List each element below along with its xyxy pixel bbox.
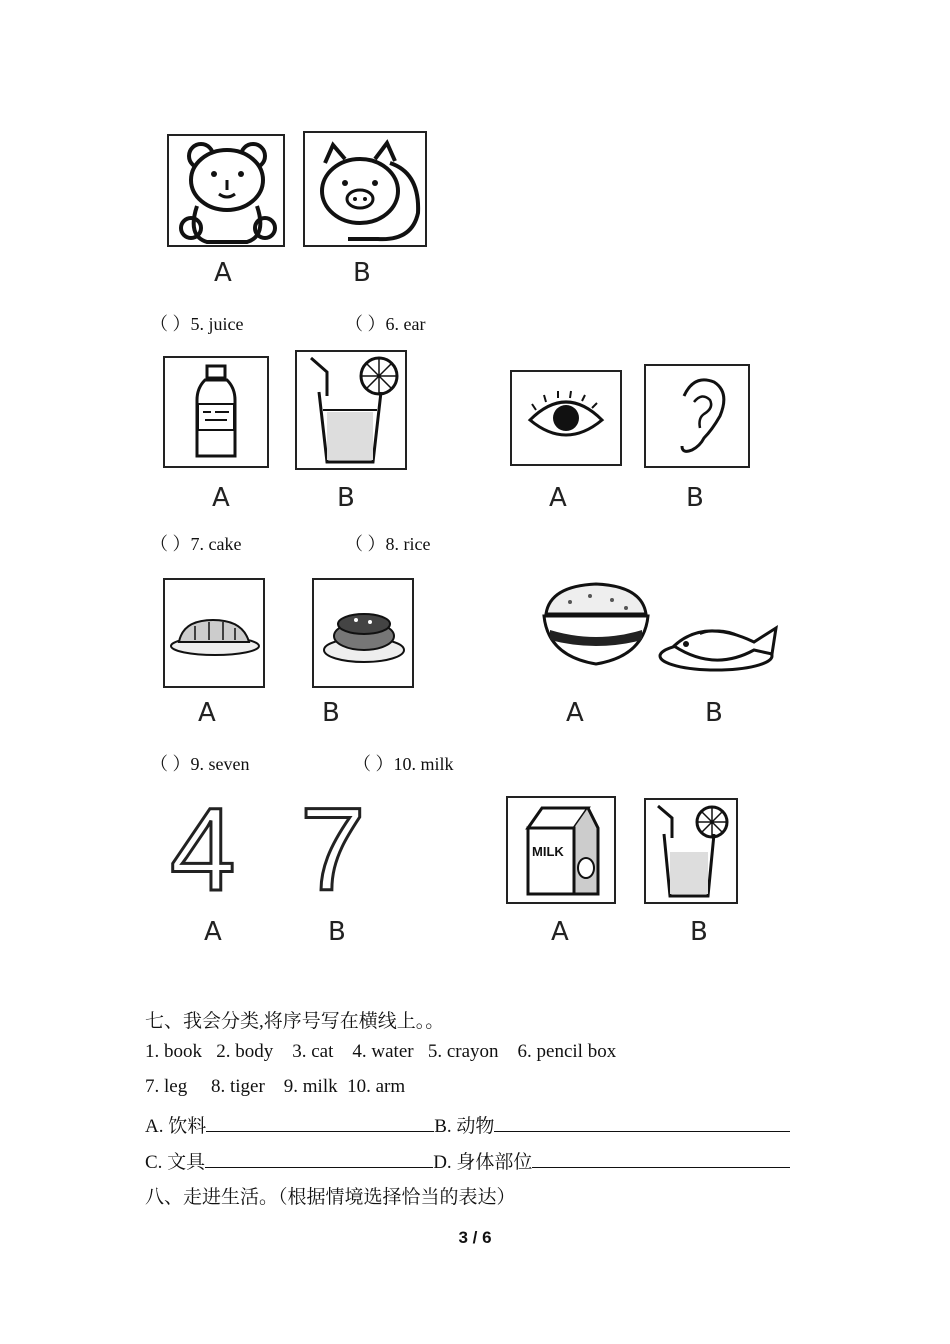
section-8-title: 八、走进生活。（根据情境选择恰当的表达） (145, 1187, 516, 1208)
label-a: A (212, 483, 230, 513)
water-bottle-icon (165, 358, 267, 466)
category-c-answer-line[interactable] (205, 1151, 433, 1168)
question-10 (353, 750, 454, 776)
question-5 (150, 310, 243, 336)
label-a: A (566, 698, 584, 728)
juice-glass-icon (297, 352, 405, 468)
answer-paren[interactable]: （ ） (345, 314, 386, 334)
milk-carton-picture (506, 796, 616, 904)
milk-carton-icon (508, 798, 614, 902)
question-6 (345, 310, 425, 336)
pig-icon (305, 133, 425, 245)
question-text: 5. juice (190, 314, 244, 334)
eye-picture (510, 370, 622, 466)
category-row-2 (145, 1147, 790, 1174)
label-a: A (204, 917, 222, 947)
section-7-title: 七、我会分类,将序号写在横线上。。 (145, 1011, 445, 1032)
number-seven: 7 (300, 798, 366, 898)
bear-icon (169, 136, 283, 245)
label-b: B (690, 917, 708, 947)
category-b-label: B. 动物 (434, 1116, 495, 1137)
question-text: 8. rice (385, 534, 431, 554)
pig-picture (303, 131, 427, 247)
word-list-line-2: 7. leg 8. tiger 9. milk 10. arm (145, 1076, 406, 1097)
cake-icon (314, 580, 412, 686)
label-b: B (705, 698, 723, 728)
question-text: 9. seven (190, 754, 250, 774)
carton-label: MILK (532, 844, 564, 859)
label-b: B (322, 698, 340, 728)
juice-glass-picture (295, 350, 407, 470)
category-d-label: D. 身体部位 (433, 1152, 533, 1173)
question-text: 7. cake (190, 534, 242, 554)
question-9 (150, 750, 249, 776)
bread-icon (165, 580, 263, 686)
category-b-answer-line[interactable] (494, 1115, 790, 1132)
answer-paren[interactable]: （ ） (150, 314, 191, 334)
answer-paren[interactable]: （ ） (353, 754, 394, 774)
label-b: B (328, 917, 346, 947)
ear-picture (644, 364, 750, 468)
rice-bowl-icon (540, 578, 650, 678)
number-four-picture (166, 798, 256, 898)
ear-icon (646, 366, 748, 466)
bear-picture (167, 134, 285, 247)
number-seven-picture (298, 798, 388, 898)
bread-picture (163, 578, 265, 688)
label-b: B (337, 483, 355, 513)
cake-picture (312, 578, 414, 688)
question-8 (345, 530, 430, 556)
label-a: A (214, 258, 232, 288)
rice-bowl-picture (540, 578, 650, 678)
category-d-answer-line[interactable] (532, 1151, 790, 1168)
fish-dish-picture (656, 612, 790, 676)
label-a: A (551, 917, 569, 947)
label-a: A (198, 698, 216, 728)
category-a-answer-line[interactable] (206, 1115, 434, 1132)
category-a-label: A. 饮料 (145, 1116, 207, 1137)
question-text: 6. ear (385, 314, 426, 334)
juice-glass-icon (646, 800, 736, 902)
page-number: 3 / 6 (458, 1228, 492, 1247)
water-bottle-picture (163, 356, 269, 468)
label-b: B (353, 258, 371, 288)
category-c-label: C. 文具 (145, 1152, 206, 1173)
word-list-line-1: 1. book 2. body 3. cat 4. water 5. crayon 6. pencil box (145, 1041, 617, 1062)
eye-icon (512, 372, 620, 464)
label-a: A (549, 483, 567, 513)
number-four: 4 (170, 798, 236, 898)
answer-paren[interactable]: （ ） (345, 534, 386, 554)
fish-dish-icon (656, 612, 790, 676)
label-b: B (686, 483, 704, 513)
answer-paren[interactable]: （ ） (150, 534, 191, 554)
juice-glass-picture (644, 798, 738, 904)
answer-paren[interactable]: （ ） (150, 754, 191, 774)
category-row-1 (145, 1111, 790, 1138)
question-text: 10. milk (393, 754, 454, 774)
question-7 (150, 530, 241, 556)
